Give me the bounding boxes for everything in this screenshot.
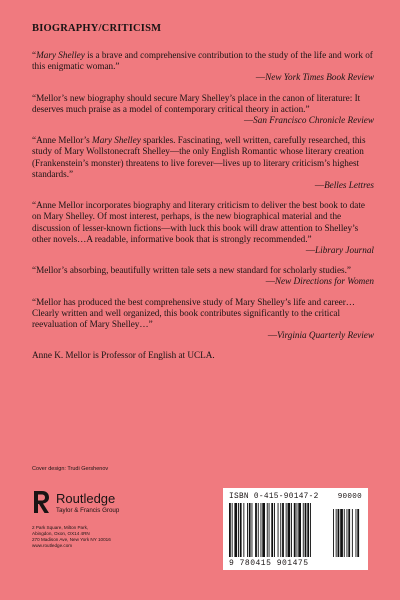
barcode-bar: [286, 503, 287, 557]
barcode-panel: [223, 488, 368, 570]
barcode-bar: [252, 503, 253, 557]
barcode-bar: [291, 503, 292, 557]
barcode-bar: [357, 509, 359, 557]
quote-source: —Library Journal: [305, 245, 374, 256]
barcode-bar: [267, 503, 268, 557]
barcode-bar: [340, 509, 343, 557]
review-quote: [32, 93, 374, 127]
barcode-bar: [297, 503, 298, 557]
quote-text: [32, 93, 374, 115]
barcode-bar: [352, 509, 353, 557]
barcode-bar: [278, 503, 279, 557]
barcode-bar: [294, 503, 296, 557]
quote-segment: is a brave and comprehensive contribution to the study of the life and work of this enigmatic woman.”: [32, 50, 373, 72]
quote-text: [32, 297, 374, 331]
quote-segment: “Mellor’s new biography should secure Mary Shelley’s place in the canon of literature: It deserves much praise as a model of contemporary critical theory in action.”: [32, 92, 361, 114]
barcode-digits: 9 780415 901475: [229, 559, 309, 568]
quote-segment: sparkles. Fascinating, well written, carefully researched, this study of Mary Wollstonecraft Shelley—the only English Romantic whose literary creation (Frankenstein’s monster) threatens to live forever—lives up to literary criticism’s highest standards.”: [32, 135, 366, 179]
review-quotes: [32, 50, 374, 362]
publisher-group: Taylor & Francis Group: [56, 507, 120, 514]
quote-text: [32, 200, 374, 245]
barcode-bar: [338, 509, 340, 557]
barcode-bar: [247, 503, 248, 557]
address-line: www.routledge.com: [32, 543, 73, 548]
barcode-bar: [255, 503, 257, 557]
italic-title: Mary Shelley: [92, 135, 141, 146]
publisher-name: Routledge: [56, 491, 116, 506]
quote-segment: “Anne Mellor’s: [32, 135, 93, 146]
barcode-bar: [303, 503, 304, 557]
address-line: 270 Madison Ave, New York NY 10016: [32, 537, 111, 542]
review-quote: [32, 135, 374, 191]
price-code: 90000: [337, 493, 362, 501]
address-line: Abingdon, Oxon, OX14 4RN: [32, 531, 90, 536]
category-heading: BIOGRAPHY/CRITICISM: [32, 23, 162, 34]
quote-text: [32, 265, 374, 276]
quote-source: —Virginia Quarterly Review: [267, 330, 374, 341]
barcode-bar: [232, 503, 233, 557]
barcode-bar: [298, 503, 301, 557]
barcode-bar: [310, 503, 311, 557]
barcode-bar: [288, 503, 291, 557]
author-bio: Anne K. Mellor is Professor of English at UCLA.: [32, 350, 215, 361]
isbn-text: ISBN 0-415-90147-2: [229, 493, 319, 501]
barcode-bar: [280, 503, 281, 557]
barcode-bar: [344, 509, 345, 557]
barcode-bar: [305, 503, 307, 557]
publisher-block: [32, 489, 192, 519]
barcode-bar: [336, 509, 337, 557]
barcode-bar: [269, 503, 270, 557]
address-line: 2 Park Square, Milton Park,: [32, 525, 89, 530]
quote-segment: “Mellor has produced the best comprehensive study of Mary Shelley’s life and career…Clearly written and well organized, this book contributes significantly to the critical reevaluation of Mary Shelley…”: [32, 296, 355, 330]
barcode-bar: [282, 503, 284, 557]
barcode-bar: [262, 503, 265, 557]
barcode-bar: [271, 503, 273, 557]
quote-segment: “Mellor’s absorbing, beautifully written tale sets a new standard for scholarly studies.”: [32, 265, 352, 276]
quote-text: [32, 135, 374, 180]
barcode-bar: [274, 503, 275, 557]
publisher-address: [32, 525, 192, 549]
barcode-bar: [243, 503, 244, 557]
barcode-bar: [229, 503, 231, 557]
barcode-bar: [261, 503, 262, 557]
barcode-bars: [227, 503, 364, 558]
quote-segment: “Anne Mellor incorporates biography and literary criticism to deliver the best book to date on Mary Shelley. Of most interest, perhaps, is the new biographical material and the discussion of lesser-known fictions—with luck this book will draw attention to Shelley’s other novels…A readable, informative book that is strongly recommended.”: [32, 200, 365, 244]
barcode-bar: [258, 503, 259, 557]
quote-source: —Belles Lettres: [314, 180, 374, 191]
barcode-bar: [240, 503, 242, 557]
review-quote: [32, 200, 374, 256]
barcode-bar: [356, 509, 357, 557]
barcode-bar: [238, 503, 239, 557]
barcode-bar: [234, 503, 237, 557]
barcode-bar: [249, 503, 251, 557]
barcode-bar: [348, 509, 350, 557]
quote-segment: “: [32, 50, 37, 60]
quote-text: [32, 50, 374, 72]
barcode-bar: [307, 503, 309, 557]
barcode-bar: [333, 509, 334, 557]
quote-source: —San Francisco Chronicle Review: [243, 115, 374, 126]
barcode-bar: [347, 509, 348, 557]
quote-source: —New York Times Book Review: [255, 72, 374, 83]
routledge-logo-icon: [32, 489, 52, 515]
review-quote: [32, 265, 374, 287]
review-quote: [32, 50, 374, 84]
cover-design-credit: Cover design: Trudi Gershenov: [32, 466, 109, 472]
review-quote: [32, 297, 374, 342]
italic-title: Mary Shelley: [36, 50, 85, 60]
quote-source: —New Directions for Women: [265, 276, 374, 287]
